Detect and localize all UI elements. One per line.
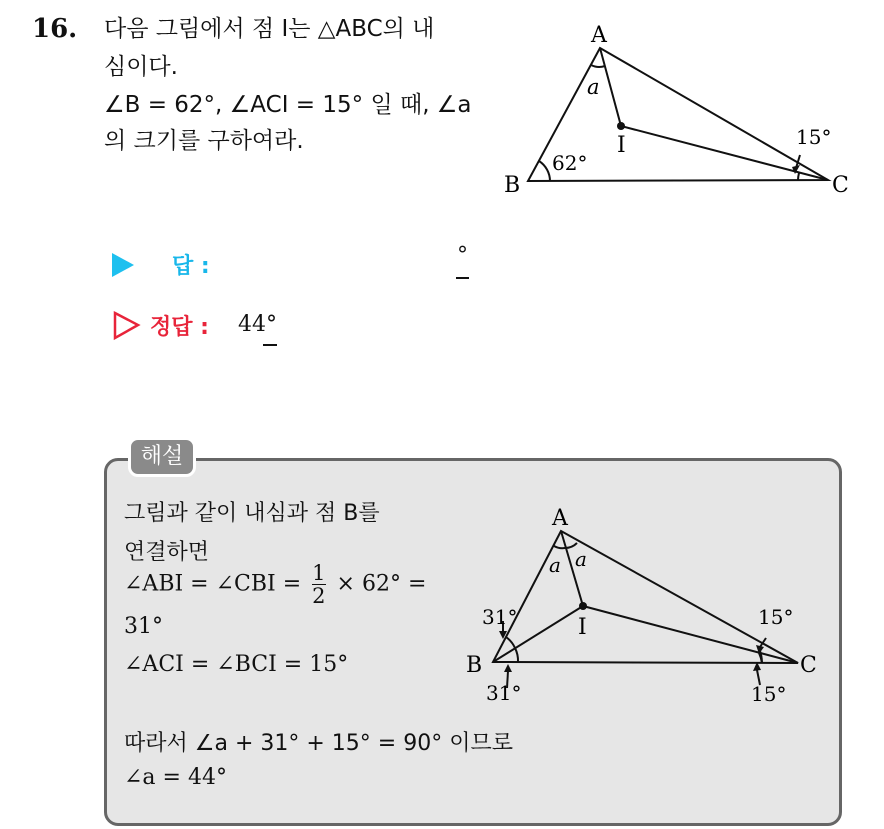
angle-b-arc-bottom — [515, 648, 518, 662]
vertex-c-label: C — [832, 173, 849, 198]
vertex-a-label: A — [591, 23, 607, 48]
solution-angle-c-bottom-label: 15° — [751, 682, 787, 706]
question-line-1: 다음 그림에서 점 I는 △ABC의 내 — [104, 16, 435, 42]
solution-angle-a2-label: a — [575, 547, 587, 571]
angle-c-label: 15° — [796, 125, 832, 149]
solution-angle-b-bottom-label: 31° — [486, 681, 522, 705]
question-number: 16. — [32, 14, 78, 44]
answer-label: 답 : — [172, 254, 210, 279]
incenter-point — [617, 122, 625, 130]
solution-angle-b-top-label: 31° — [482, 605, 518, 629]
solution-line-3-right: × 62° = — [336, 571, 427, 597]
solution-angle-c-top-label: 15° — [758, 605, 794, 629]
answer-unit: ° — [457, 243, 468, 268]
fraction-denominator: 2 — [312, 584, 326, 608]
question-line-3: ∠B = 62°, ∠ACI = 15° 일 때, ∠a — [104, 92, 472, 118]
solution-line-2: 연결하면 — [124, 540, 210, 565]
angle-c-arc — [798, 173, 799, 180]
angle-b-arc — [539, 161, 550, 181]
outline-arrow-icon — [112, 310, 142, 342]
arrowhead-b-bottom — [504, 664, 512, 672]
fraction-one-half — [312, 562, 325, 607]
correct-answer-value: 44° — [238, 312, 277, 337]
solution-triangle-figure — [460, 500, 830, 715]
solution-angle-a1-label: a — [549, 553, 561, 577]
angle-b-label: 62° — [552, 151, 588, 175]
play-arrow-icon — [112, 253, 134, 277]
triangle-figure — [490, 18, 870, 208]
solution-line-1: 그림과 같이 내심과 점 B를 — [124, 501, 380, 526]
correct-answer-label: 정답 : — [150, 315, 209, 340]
correct-answer-underline — [263, 344, 277, 346]
question-line-4: 의 크기를 구하여라. — [104, 128, 304, 154]
solution-line-5: ∠ACI = ∠BCI = 15° — [124, 652, 349, 677]
fraction-numerator: 1 — [312, 561, 326, 585]
solution-vertex-c-label: C — [800, 653, 817, 678]
incenter-label: I — [617, 133, 626, 158]
question-line-2: 심이다. — [104, 54, 178, 80]
solution-line-6: 따라서 ∠a + 31° + 15° = 90° 이므로 — [124, 731, 513, 756]
solution-vertex-a-label: A — [552, 506, 568, 531]
solution-vertex-b-label: B — [466, 653, 483, 678]
angle-a-label: a — [587, 75, 600, 99]
solution-line-3-left: ∠ABI = ∠CBI = — [124, 571, 302, 597]
answer-blank-underline — [456, 277, 469, 279]
angle-a-arc — [591, 65, 605, 67]
solution-triangle-abc — [493, 531, 798, 663]
solution-line-7: ∠a = 44° — [124, 765, 227, 790]
solution-line-4: 31° — [124, 614, 163, 639]
angle-b-arc-top — [506, 637, 515, 648]
solution-incenter-label: I — [578, 615, 587, 640]
solution-line-3 — [124, 562, 426, 607]
solution-incenter-point — [579, 602, 587, 610]
vertex-b-label: B — [504, 173, 521, 198]
solution-tab: 해설 — [128, 437, 196, 477]
